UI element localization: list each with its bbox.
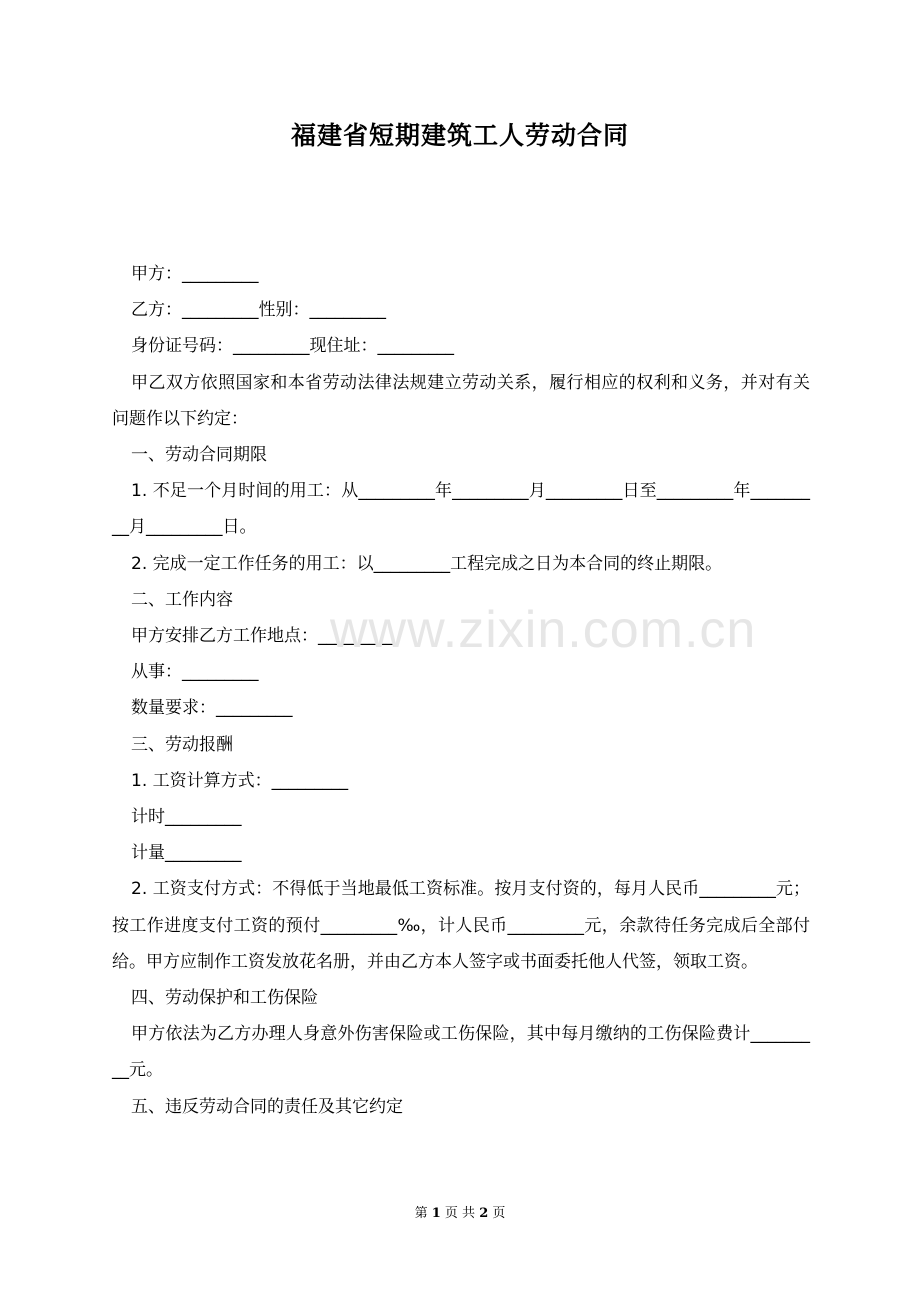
document-body [112,256,810,1125]
preamble-paragraph: 甲乙双方依照国家和本省劳动法律法规建立劳动关系，履行相应的权利和义务，并对有关问题作以下约定： [112,372,810,429]
clause-paragraph: 从事：_________ [131,662,259,683]
clause-paragraph: 甲方安排乙方工作地点：_________ [131,626,395,647]
id-address-line: 身份证号码：_________现住址：_________ [131,336,454,357]
section-heading-term: 一、劳动合同期限 [131,445,267,466]
total-page-number: 2 [479,1206,489,1221]
clause-paragraph: 数量要求：_________ [131,698,293,719]
section-heading-insurance: 四、劳动保护和工伤保险 [131,988,318,1009]
party-b-line: 乙方：_________性别：_________ [131,300,386,321]
footer-prefix: 第 [414,1206,428,1221]
clause-paragraph: 计时_________ [131,807,242,828]
footer-middle: 页 共 [444,1206,476,1221]
clause-paragraph: 计量_________ [131,843,242,864]
current-page-number: 1 [431,1206,441,1221]
clause-paragraph: 甲方依法为乙方办理人身意外伤害保险或工伤保险，其中每月缴纳的工伤保险费计_________元。 [112,1024,810,1081]
clause-paragraph: 2. 完成一定工作任务的用工：以_________工程完成之日为本合同的终止期限。 [131,553,723,574]
section-heading-pay: 三、劳动报酬 [131,734,233,755]
clause-paragraph: 2. 工资支付方式：不得低于当地最低工资标准。按月支付资的，每月人民币_________元；按工作进度支付工资的预付_________‰，计人民币_________元，余款待任务完成后全部付给。甲方应制作工资发放花名册，并由乙方本人签字或书面委托他人代签，领取工资。 [112,879,810,972]
party-a-line: 甲方：_________ [131,264,259,284]
watermark: www.zixin.com.cn [330,601,757,659]
clause-paragraph: 1. 工资计算方式：_________ [131,770,349,791]
section-heading-work: 二、工作内容 [131,589,233,610]
document-title: 福建省短期建筑工人劳动合同 [290,121,629,150]
footer-suffix: 页 [492,1206,506,1221]
clause-paragraph: 1. 不足一个月时间的用工：从_________年_________月_________日至_________年_________月_________日。 [112,481,810,538]
page-footer [0,1204,920,1224]
section-heading-liability: 五、违反劳动合同的责任及其它约定 [131,1096,403,1117]
